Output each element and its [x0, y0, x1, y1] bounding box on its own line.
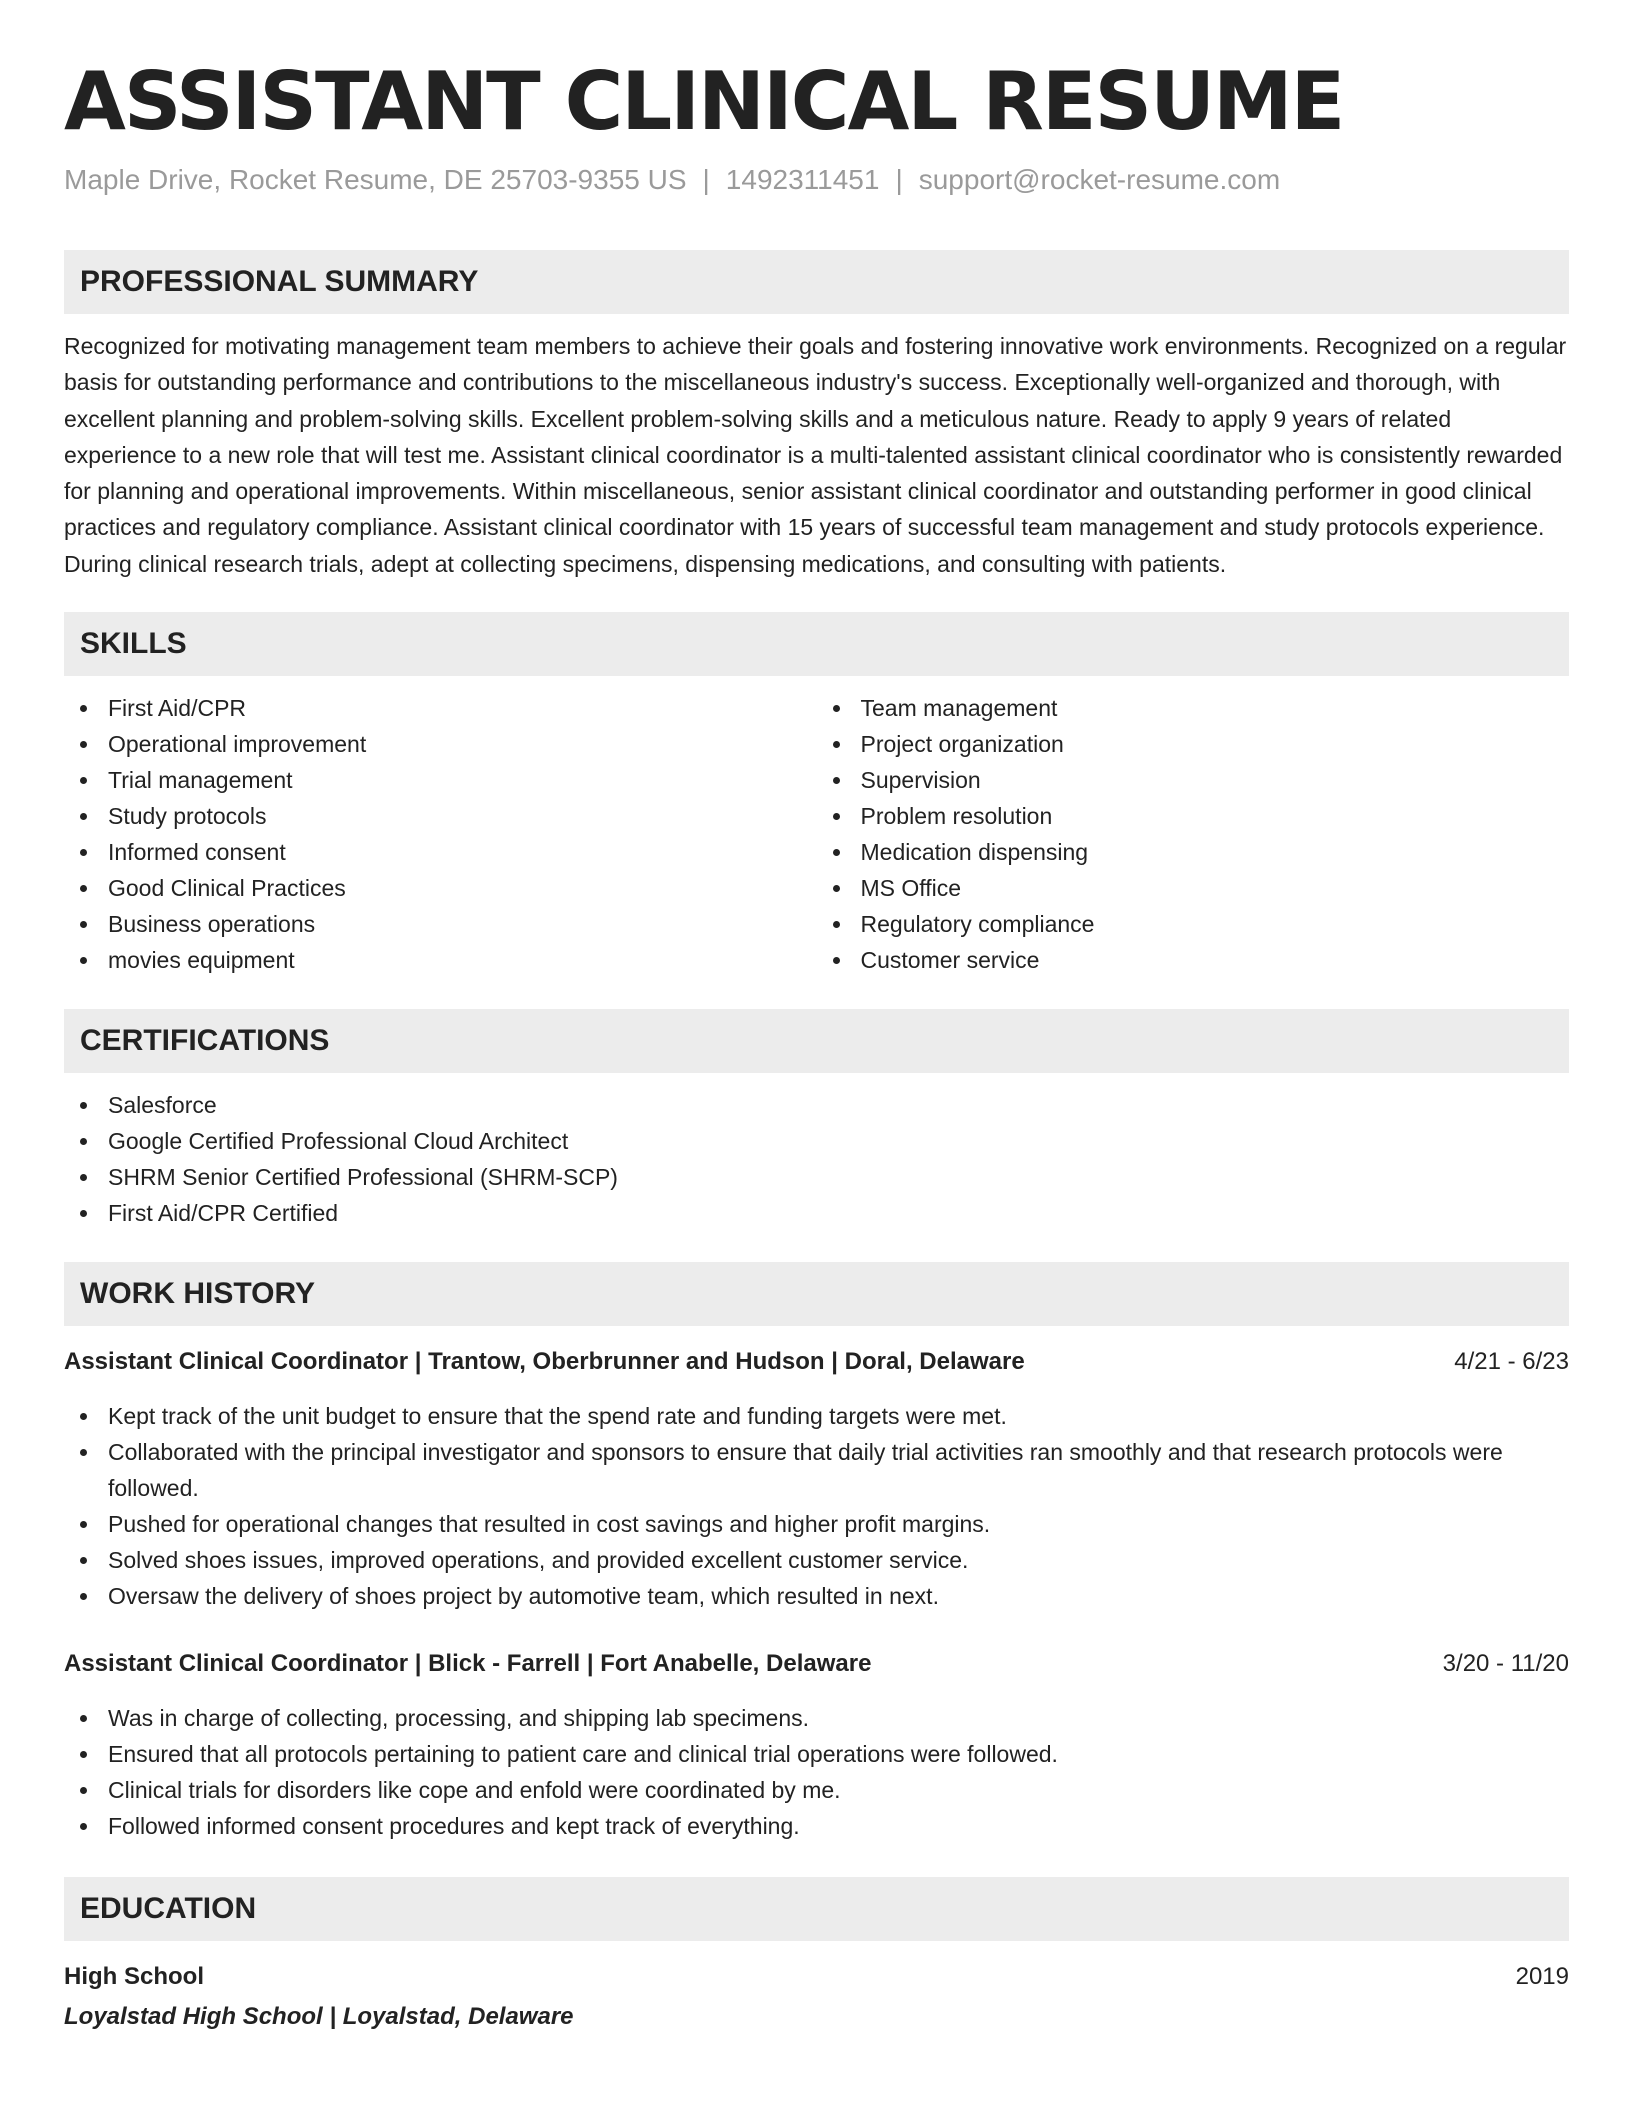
certification-item: Salesforce — [64, 1087, 1569, 1123]
job-bullet: Clinical trials for disorders like cope and enfold were coordinated by me. — [64, 1772, 1569, 1808]
job-bullets — [64, 1700, 1569, 1844]
job-bullet: Collaborated with the principal investigator and sponsors to ensure that daily trial activities ran smoothly and that research protocols were followed. — [64, 1434, 1569, 1506]
skill-item: First Aid/CPR — [64, 690, 817, 726]
contact-line — [64, 162, 1569, 198]
education-heading: EDUCATION — [64, 1877, 1569, 1941]
certification-item: Google Certified Professional Cloud Architect — [64, 1123, 1569, 1159]
skill-item: Project organization — [817, 726, 1570, 762]
skill-item: Study protocols — [64, 798, 817, 834]
job-header — [64, 1344, 1569, 1380]
job-bullet: Followed informed consent procedures and kept track of everything. — [64, 1808, 1569, 1844]
job-bullet: Solved shoes issues, improved operations, and provided excellent customer service. — [64, 1542, 1569, 1578]
education-school: Loyalstad High School | Loyalstad, Delaware — [64, 2003, 574, 2031]
job-header — [64, 1646, 1569, 1682]
skills-column-left — [64, 690, 817, 978]
job-bullets — [64, 1398, 1569, 1614]
certifications-heading: CERTIFICATIONS — [64, 1009, 1569, 1073]
skills-grid — [64, 690, 1569, 978]
resume-name: ASSISTANT CLINICAL RESUME — [64, 55, 1344, 148]
skill-item: Supervision — [817, 762, 1570, 798]
contact-separator: | — [895, 164, 903, 195]
job-bullet: Kept track of the unit budget to ensure that the spend rate and funding targets were met. — [64, 1398, 1569, 1434]
skill-item: MS Office — [817, 870, 1570, 906]
job-bullet: Was in charge of collecting, processing, and shipping lab specimens. — [64, 1700, 1569, 1736]
job-dates: 3/20 - 11/20 — [1442, 1650, 1569, 1678]
certification-item: First Aid/CPR Certified — [64, 1195, 1569, 1231]
skill-item: Customer service — [817, 942, 1570, 978]
job-bullet: Ensured that all protocols pertaining to patient care and clinical trial operations were followed. — [64, 1736, 1569, 1772]
skills-column-right — [817, 690, 1570, 978]
skill-item: Problem resolution — [817, 798, 1570, 834]
skill-item: Business operations — [64, 906, 817, 942]
skill-item: Informed consent — [64, 834, 817, 870]
skill-item: Medication dispensing — [817, 834, 1570, 870]
work-history-heading: WORK HISTORY — [64, 1262, 1569, 1326]
contact-address: Maple Drive, Rocket Resume, DE 25703-9355 US — [64, 164, 687, 195]
certification-item: SHRM Senior Certified Professional (SHRM-SCP) — [64, 1159, 1569, 1195]
education-year: 2019 — [1515, 1963, 1569, 1991]
contact-separator: | — [702, 164, 710, 195]
job-bullet: Pushed for operational changes that resulted in cost savings and higher profit margins. — [64, 1506, 1569, 1542]
job-title: Assistant Clinical Coordinator | Blick - Farrell | Fort Anabelle, Delaware — [64, 1650, 872, 1678]
summary-heading: PROFESSIONAL SUMMARY — [64, 250, 1569, 314]
job-bullet: Oversaw the delivery of shoes project by automotive team, which resulted in next. — [64, 1578, 1569, 1614]
education-degree: High School — [64, 1963, 204, 1991]
skill-item: Team management — [817, 690, 1570, 726]
job-title: Assistant Clinical Coordinator | Trantow, Oberbrunner and Hudson | Doral, Delaware — [64, 1348, 1025, 1376]
skill-item: Regulatory compliance — [817, 906, 1570, 942]
skills-heading: SKILLS — [64, 612, 1569, 676]
skill-item: Operational improvement — [64, 726, 817, 762]
education-header — [64, 1959, 1569, 1995]
job-dates: 4/21 - 6/23 — [1454, 1348, 1569, 1376]
skill-item: Good Clinical Practices — [64, 870, 817, 906]
contact-phone: 1492311451 — [725, 164, 880, 195]
contact-email: support@rocket-resume.com — [918, 164, 1281, 195]
skill-item: movies equipment — [64, 942, 817, 978]
certifications-list — [64, 1087, 1569, 1231]
summary-text: Recognized for motivating management team members to achieve their goals and fostering innovative work environments. Recognized on a regular basis for outstanding performance and contributions to the miscellaneous industry's success. Exceptionally well-organized and thorough, with excellent planning and problem-solving skills. Excellent problem-solving skills and a meticulous nature. Ready to apply 9 years of related experience to a new role that will test me. Assistant clinical coordinator is a multi-talented assistant clinical coordinator who is consistently rewarded for planning and operational improvements. Within miscellaneous, senior assistant clinical coordinator and outstanding performer in good clinical practices and regulatory compliance. Assistant clinical coordinator with 15 years of successful team management and study protocols experience. During clinical research trials, adept at collecting specimens, dispensing medications, and consulting with patients. — [64, 333, 1567, 577]
skill-item: Trial management — [64, 762, 817, 798]
